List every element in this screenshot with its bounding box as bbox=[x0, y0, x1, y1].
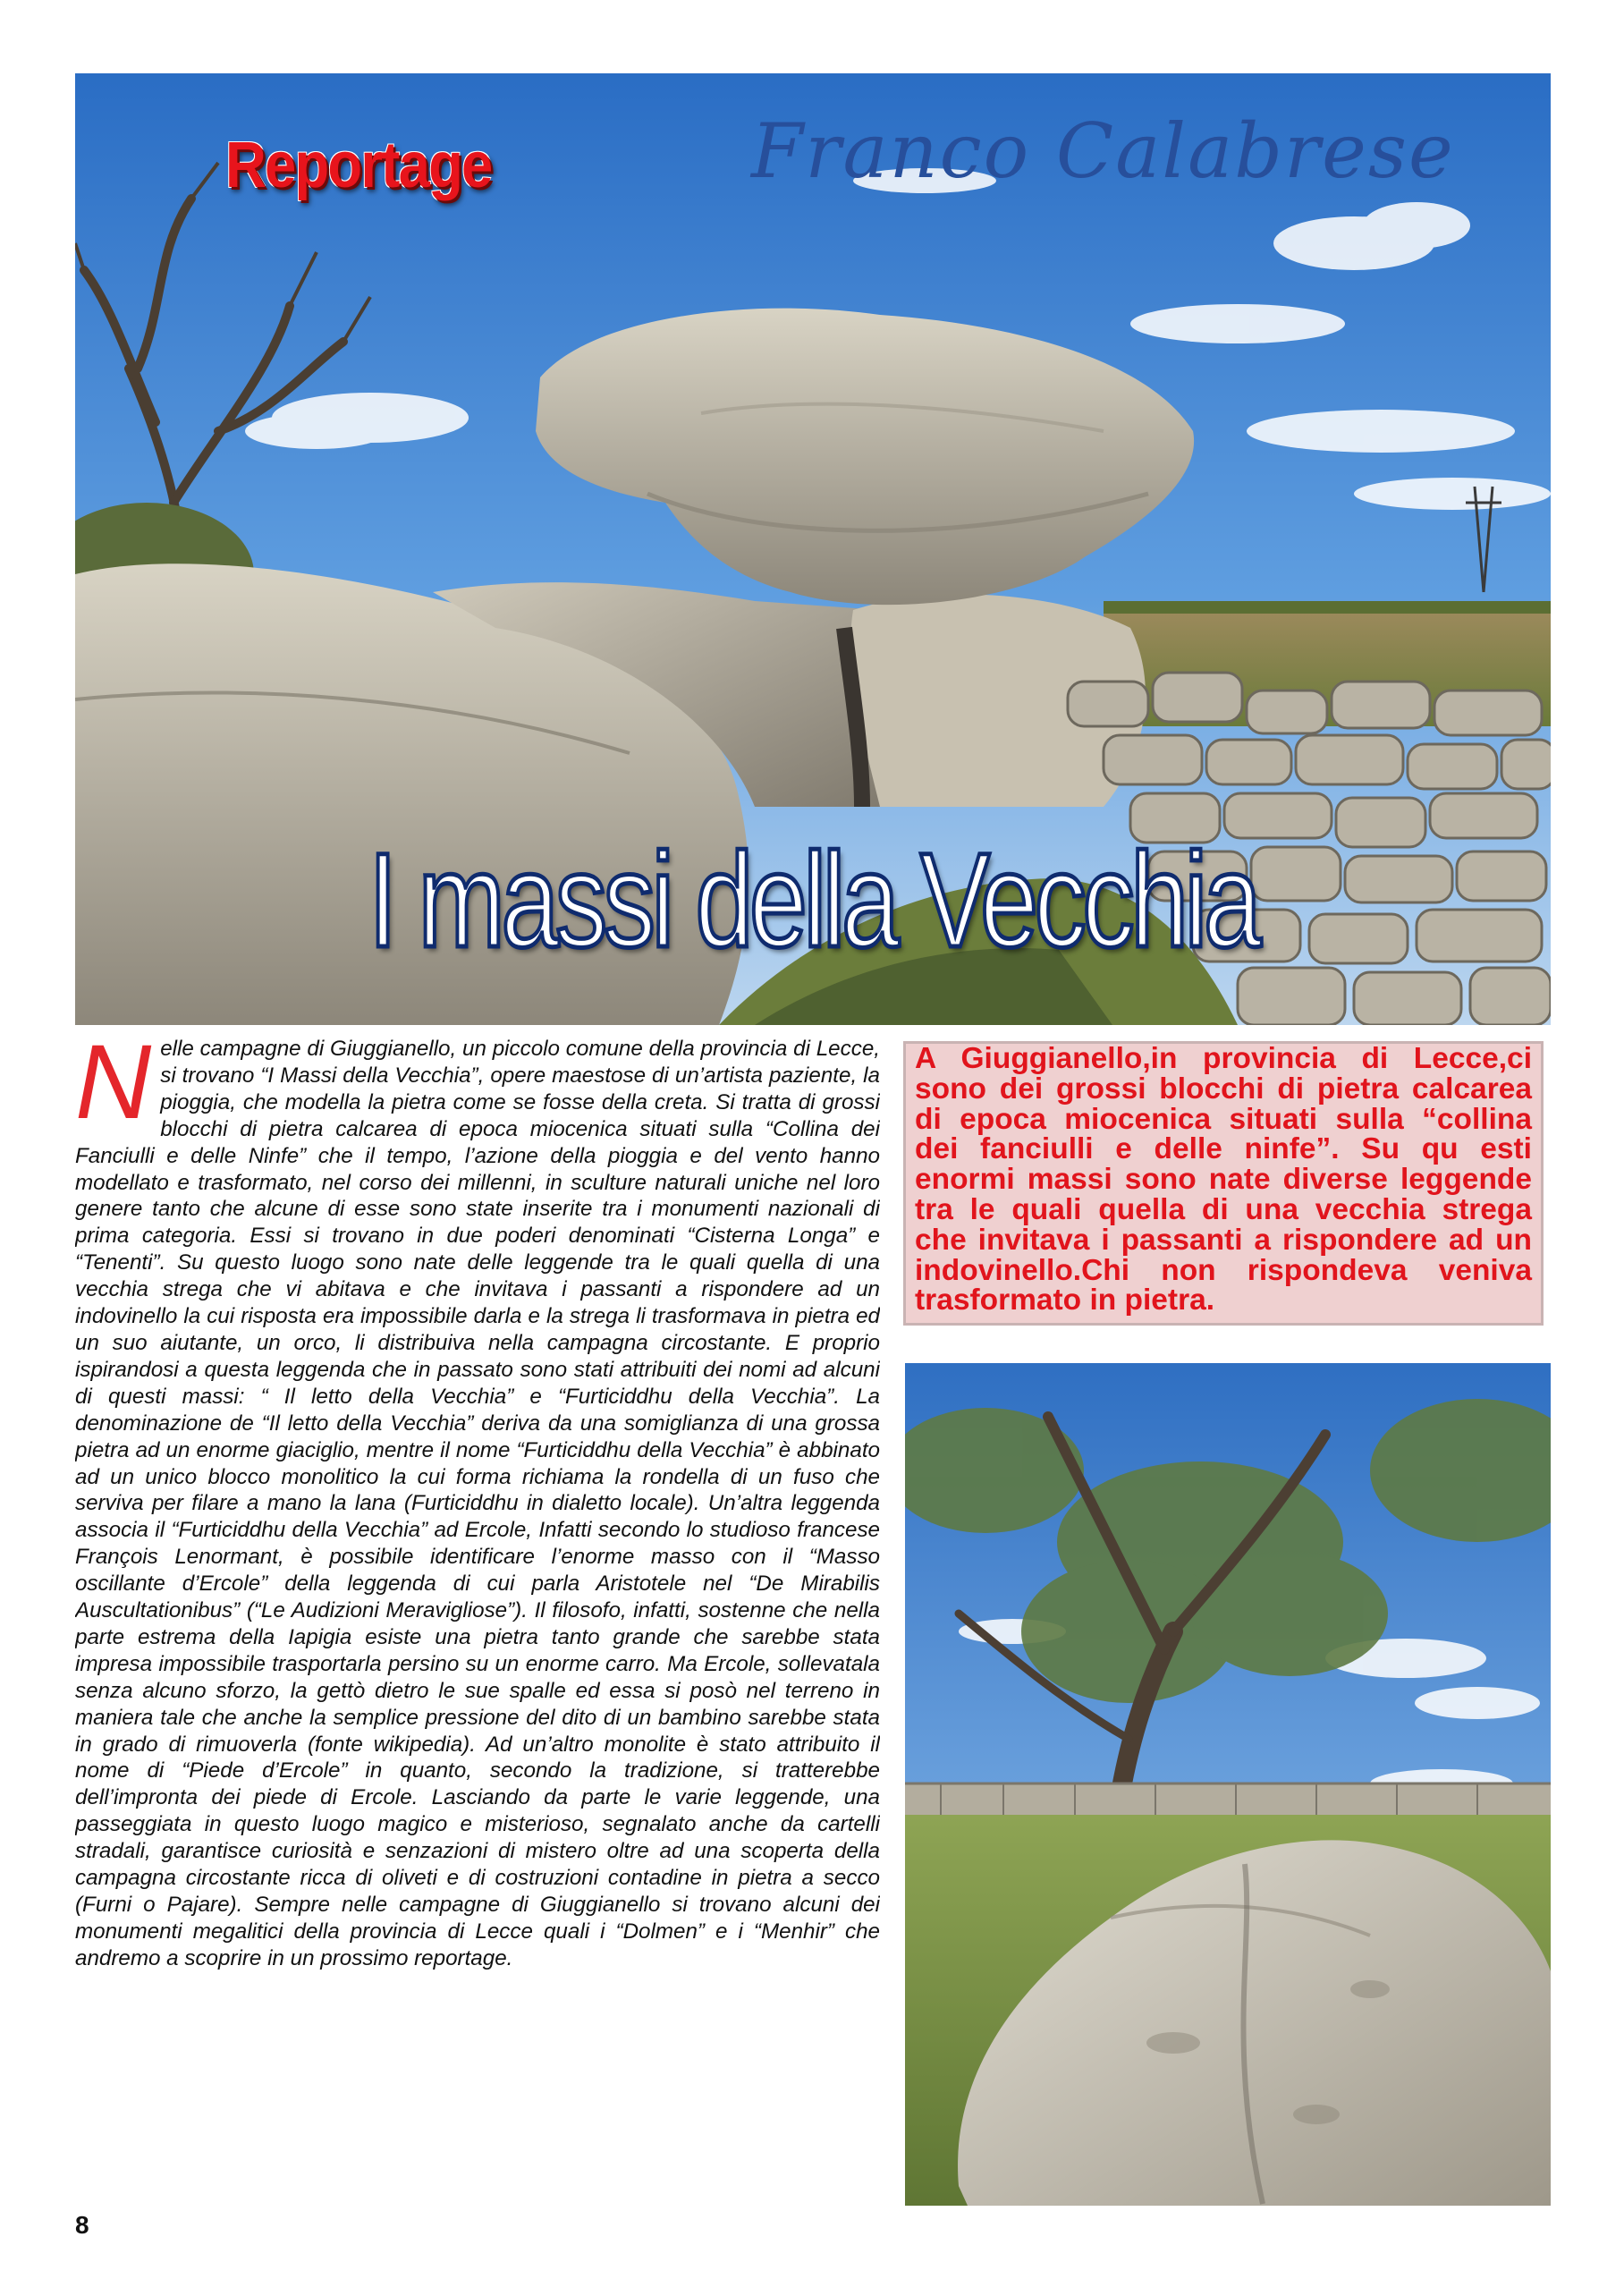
boulder-olive-tree-illustration bbox=[905, 1363, 1551, 2206]
article-title: I massi della Vecchia bbox=[368, 825, 1258, 975]
drop-cap: N bbox=[75, 1036, 152, 1141]
article-paragraph: elle campagne di Giuggianello, un piccolo comune della provincia di Lecce, si trovano “I Massi della Vecchia”, opere maestose di un’artista paziente, la pioggia, che modella la pietra come se fosse della creta. Si tratta di grossi blocchi di pietra calcarea di epoca miocenica situati sulla “Collina dei Fanciulli e delle Ninfe” che il tempo, l’azione della pioggia e del vento hanno modellato e trasformato, nel corso dei millenni, in sculture naturali uniche nel loro genere tanto che alcune di esse sono state inserite tra i monumenti nazionali di prima categoria. Essi si trovano in due poderi denominati “Cisterna Longa” e “Tenenti”. Su questo luogo sono nate delle leggende tra le quali quella di una vecchia strega che vi abitava e che invitava i passanti a rispondere ad un indovinello la cui risposta era impossibile darla e la strega li trasformava in pietra ed un suo aiutante, un orco, li distribuiva nella campagna circostante. E proprio ispirandosi a questa leggenda che in passato sono stati attribuiti dei nomi ad alcuni di questi massi: “ Il letto della Vecchia” e “Furticiddhu della Vecchia”. La denominazione de “Il letto della Vecchia” deriva da una somiglianza di una grossa pietra ad un enorme giaciglio, mentre il nome “Furticiddhu della Vecchia” è abbinato ad un unico blocco monolitico la cui forma richiama la rondella di un fuso che serviva per filare a mano la lana (Furticiddhu in dialetto locale). Un’altra leggenda associa il “Furticiddhu della Vecchia” ad Ercole, Infatti secondo lo studioso francese François Lenormant, è possibile identificare l’enorme masso con il “Masso oscillante d’Ercole” della leggenda di cui parla Aristotele nel “De Mirabilis Auscultationibus” (“Le Audizioni Meravigliose”). Il filosofo, infatti, sostenne che nella parte estrema della Iapigia esiste una pietra tanto grande che sarebbe stata impresa impossibile trasportarla persino su un enorme carro. Ma Ercole, sollevatala senza alcuno sforzo, la gettò dietro le sue spalle ed essa si posò nel terreno in maniera tale che anche la semplice pressione del dito di un bambino sarebbe stata in grado di rimuoverla (fonte wikipedia). Ad un’altro monolite è stato attribuito il nome di “Piede d’Ercole” in quanto, secondo la tradizione, si tratterebbe dell’impronta dei piede di Ercole. Lasciando da parte le varie leggende, una passeggiata in questo luogo magico e misterioso, segnalato anche da cartelli stradali, garantisce curiosità e senzazioni di mistero oltre ad una scoperta della campagna circostante ricca di oliveti e di costruzioni contadine in pietra a secco (Furni o Pajare). Sempre nelle campagne di Giuggianello si trovano alcuni dei monumenti megalitici della provincia di Lecce quali i “Dolmen” e i “Menhir” che andremo a scoprire in un prossimo reportage. bbox=[75, 1037, 880, 1970]
section-label: Reportage bbox=[225, 130, 492, 201]
highlight-text: A Giuggianello,in provincia di Lecce,ci sono dei grossi blocchi di pietra calcarea di epoca miocenica situati sulla “collina dei fanciulli e delle ninfe”. Su qu esti enormi massi sono nate diverse leggende tra le quali quella di una vecchia strega che invitava i passanti a rispondere ad un indovinello.Chi non rispondeva veniva trasformato in pietra. bbox=[915, 1042, 1532, 1317]
highlight-box bbox=[903, 1041, 1544, 1326]
boulder-photo bbox=[905, 1363, 1551, 2206]
hero-photo bbox=[75, 73, 1551, 1025]
article-body bbox=[75, 1036, 880, 2216]
page-number: 8 bbox=[75, 2211, 89, 2239]
author-name: Franco Calabrese bbox=[751, 107, 1455, 195]
